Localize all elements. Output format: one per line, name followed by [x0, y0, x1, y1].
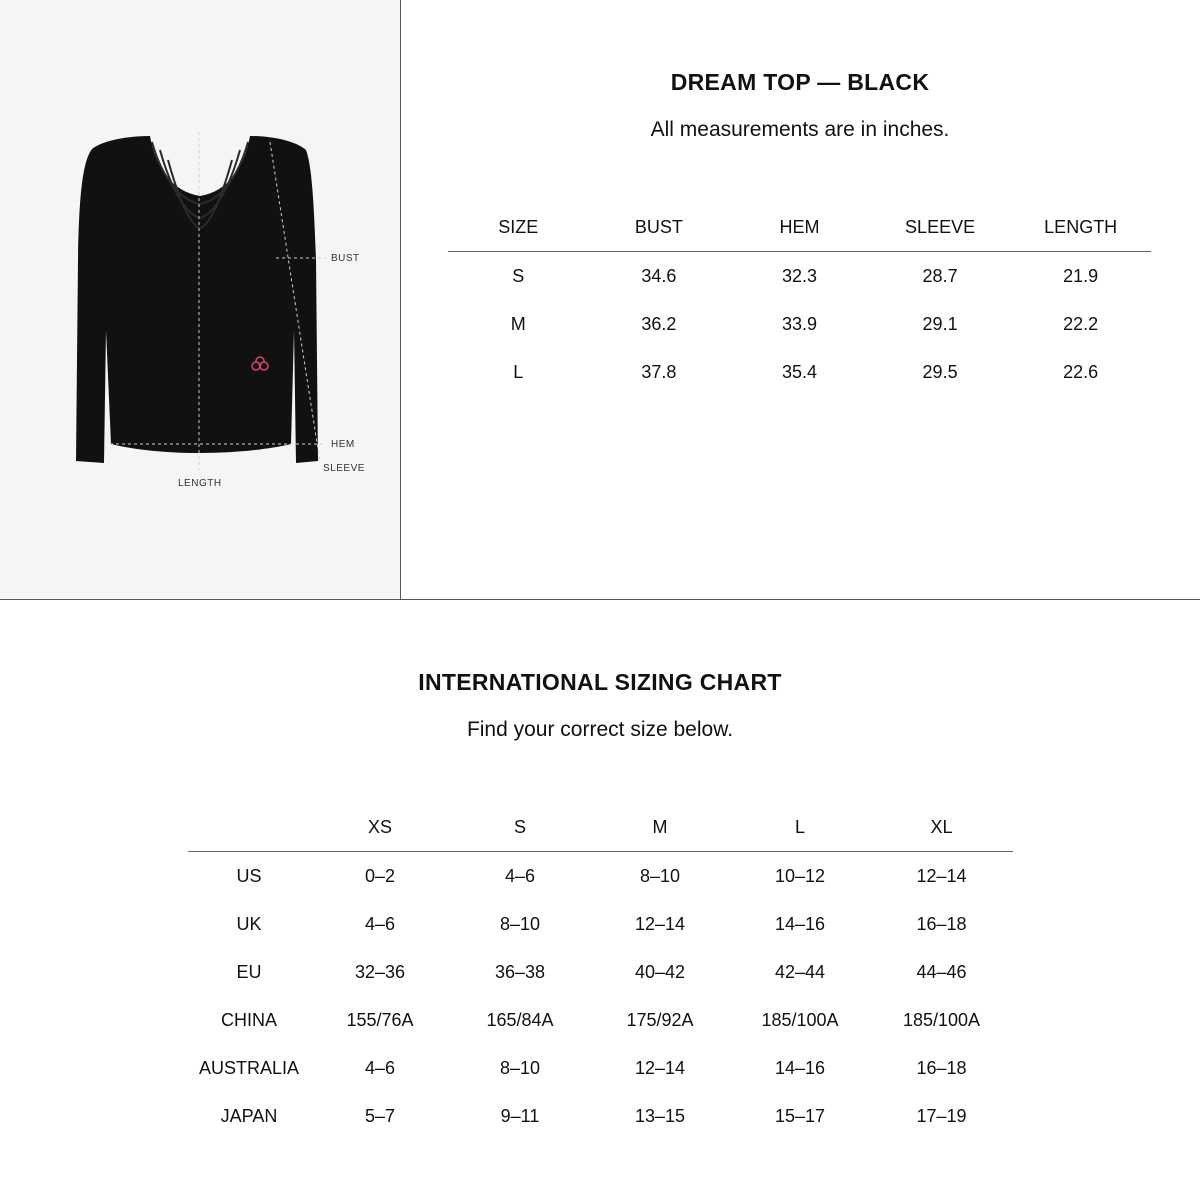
- measurement-header-cell: BUST: [589, 203, 730, 252]
- table-cell: 16–18: [916, 1057, 967, 1078]
- table-row: [188, 852, 1013, 901]
- product-title: DREAM TOP — BLACK: [670, 69, 930, 95]
- table-cell: 4–6: [364, 1057, 396, 1078]
- international-sizing-table: [188, 803, 1013, 1140]
- measurement-table: [448, 203, 1151, 396]
- international-header-row: [188, 803, 1013, 852]
- table-cell: 29.1: [922, 313, 958, 334]
- table-cell: 14–16: [774, 913, 826, 934]
- international-header-cell: [188, 803, 310, 852]
- table-cell: 185/100A: [902, 1009, 981, 1030]
- table-cell: 10–12: [774, 865, 826, 886]
- top-measurement-diagram: [0, 0, 400, 600]
- table-cell: 17–19: [916, 1105, 967, 1126]
- measurement-header-row: [448, 203, 1151, 252]
- product-image-panel: [0, 0, 401, 600]
- international-header-cell: XL: [870, 803, 1013, 852]
- table-cell: 165/84A: [486, 1009, 554, 1030]
- table-cell: 42–44: [774, 961, 826, 982]
- table-cell: 12–14: [916, 865, 967, 886]
- table-cell: 32–36: [354, 961, 406, 982]
- table-cell: 14–16: [774, 1057, 826, 1078]
- table-cell: 9–11: [500, 1105, 540, 1126]
- international-header-cell: XS: [310, 803, 450, 852]
- table-cell: 0–2: [364, 865, 396, 886]
- sleeve-label: SLEEVE: [323, 463, 365, 474]
- region-label: EU: [236, 961, 262, 982]
- table-cell: L: [513, 361, 524, 382]
- table-cell: 36.2: [641, 313, 677, 334]
- measurement-header-cell: SIZE: [448, 203, 589, 252]
- table-cell: 8–10: [639, 865, 681, 886]
- table-cell: 36–38: [494, 961, 546, 982]
- table-cell: 185/100A: [761, 1009, 839, 1030]
- table-cell: 37.8: [641, 361, 677, 382]
- international-header-cell: M: [590, 803, 730, 852]
- table-cell: S: [512, 265, 525, 286]
- measurement-header-cell: LENGTH: [1010, 203, 1151, 252]
- table-cell: 8–10: [499, 1057, 541, 1078]
- table-cell: 21.9: [1063, 265, 1099, 286]
- measurement-header-cell: HEM: [729, 203, 870, 252]
- product-subtitle: All measurements are in inches.: [650, 118, 950, 141]
- table-cell: 16–18: [916, 913, 967, 934]
- table-row: [448, 300, 1151, 348]
- table-cell: 15–17: [774, 1105, 826, 1126]
- table-row: [188, 900, 1013, 948]
- region-label: AUSTRALIA: [198, 1057, 300, 1078]
- region-label: JAPAN: [220, 1105, 278, 1126]
- table-cell: 28.7: [922, 265, 958, 286]
- region-label: UK: [236, 913, 262, 934]
- table-cell: 12–14: [634, 913, 686, 934]
- table-cell: 29.5: [922, 361, 958, 382]
- table-cell: 34.6: [641, 265, 677, 286]
- measurement-header-cell: SLEEVE: [870, 203, 1011, 252]
- international-header-cell: L: [730, 803, 870, 852]
- table-cell: M: [510, 313, 526, 334]
- table-cell: 22.2: [1063, 313, 1099, 334]
- table-cell: 155/76A: [346, 1009, 414, 1030]
- table-row: [188, 996, 1013, 1044]
- table-cell: 22.6: [1063, 361, 1099, 382]
- table-cell: 4–6: [504, 865, 536, 886]
- table-cell: 32.3: [781, 265, 817, 286]
- table-cell: 8–10: [499, 913, 541, 934]
- table-cell: 175/92A: [626, 1009, 694, 1030]
- table-cell: 40–42: [634, 961, 686, 982]
- table-row: [188, 1044, 1013, 1092]
- table-cell: 33.9: [781, 313, 817, 334]
- table-row: [188, 948, 1013, 996]
- table-row: [448, 252, 1151, 301]
- region-label: CHINA: [220, 1009, 277, 1030]
- hem-label: HEM: [331, 439, 355, 450]
- bust-label: BUST: [331, 253, 360, 264]
- table-cell: 13–15: [634, 1105, 686, 1126]
- region-label: US: [236, 865, 262, 886]
- section-divider: [0, 599, 1200, 600]
- international-subtitle: Find your correct size below.: [466, 718, 734, 741]
- table-cell: 4–6: [364, 913, 396, 934]
- table-cell: 5–7: [364, 1105, 396, 1126]
- length-label: LENGTH: [178, 478, 222, 489]
- international-title: INTERNATIONAL SIZING CHART: [418, 669, 782, 695]
- table-row: [448, 348, 1151, 396]
- top-silhouette: [76, 136, 318, 463]
- table-row: [188, 1092, 1013, 1140]
- table-cell: 44–46: [916, 961, 967, 982]
- international-header-cell: S: [450, 803, 590, 852]
- table-cell: 35.4: [781, 361, 817, 382]
- table-cell: 12–14: [634, 1057, 686, 1078]
